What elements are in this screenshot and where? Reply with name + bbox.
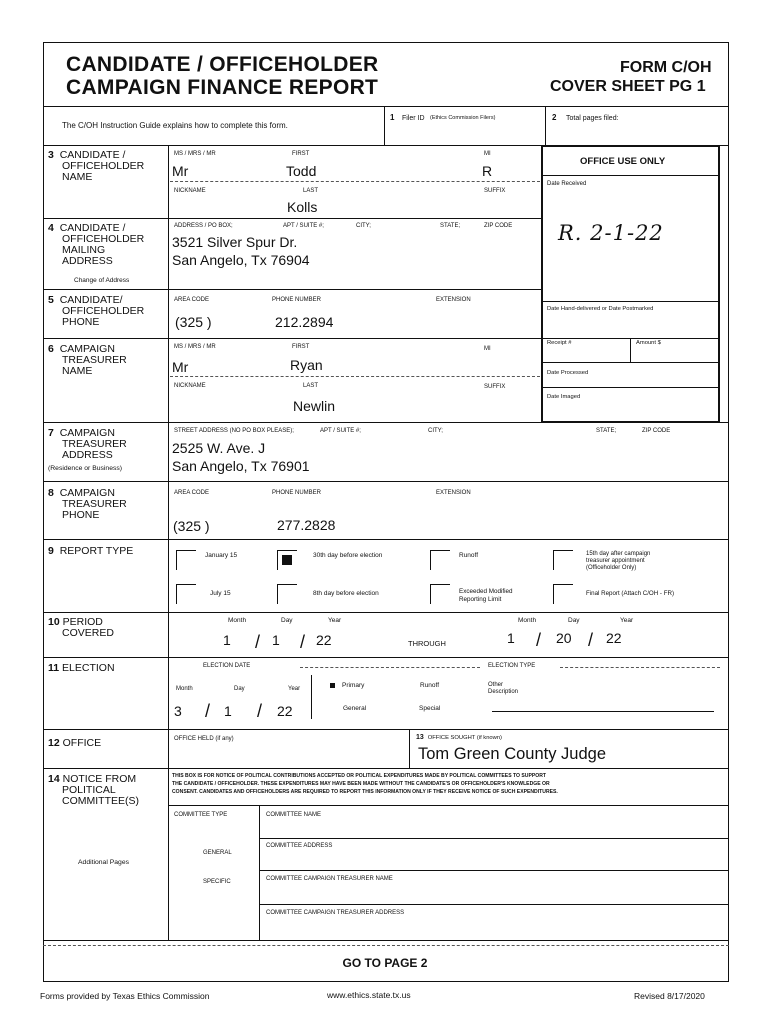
year-label: Year [288, 686, 301, 692]
sec11-label: 11 ELECTION [48, 662, 115, 674]
filer-id-num: 1 [390, 113, 395, 122]
treasurer-last-name: Newlin [293, 398, 336, 414]
sec4-label: 4 CANDIDATE / [48, 222, 126, 234]
candidate-address-line2: San Angelo, Tx 76904 [172, 252, 310, 268]
area-code-label: AREA CODE [174, 490, 210, 496]
divider [311, 675, 312, 719]
election-type-label: ELECTION TYPE [488, 663, 536, 669]
sec3-label: 3 CANDIDATE / [48, 149, 126, 161]
divider [170, 376, 540, 377]
divider [300, 667, 480, 668]
divider [630, 338, 631, 362]
suffix-label: SUFFIX [484, 384, 506, 390]
option-30th-day: 30th day before election [313, 552, 383, 559]
option-final-report: Final Report (Attach C/OH - FR) [586, 590, 675, 597]
nickname-label: NICKNAME [174, 383, 206, 389]
last-label: LAST [303, 383, 319, 389]
committee-address-label: COMMITTEE ADDRESS [266, 843, 333, 849]
address-label: ADDRESS / PO BOX; [174, 223, 233, 229]
option-july-15: July 15 [210, 590, 231, 597]
street-label: STREET ADDRESS (NO PO BOX PLEASE); [174, 428, 294, 434]
city-label: CITY; [428, 428, 443, 434]
divider [541, 362, 720, 363]
candidate-phone: 212.2894 [275, 314, 334, 330]
checkbox-july-15[interactable] [176, 584, 196, 604]
date-slash: / [205, 701, 211, 721]
date-slash: / [536, 630, 542, 650]
title-line1: CANDIDATE / OFFICEHOLDER [66, 53, 379, 76]
divider [541, 301, 720, 302]
candidate-address-line1: 3521 Silver Spur Dr. [172, 234, 298, 250]
zip-label: ZIP CODE [484, 223, 513, 229]
additional-pages-label: Additional Pages [78, 859, 130, 866]
divider [43, 940, 729, 941]
option-primary: Primary [342, 682, 365, 689]
divider [545, 106, 546, 145]
prefix-label: MS / MRS / MR [174, 344, 216, 350]
treasurer-address-line1: 2525 W. Ave. J [172, 440, 266, 456]
divider [43, 768, 729, 769]
divider [43, 539, 729, 540]
divider [43, 612, 729, 613]
committee-type-specific: SPECIFIC [203, 879, 231, 885]
first-label: FIRST [292, 344, 310, 350]
divider [43, 289, 541, 290]
office-held-label: OFFICE HELD (if any) [174, 736, 234, 742]
sec8-label2: TREASURER [62, 498, 127, 510]
option-special: Special [419, 705, 441, 712]
filer-id-note: (Ethics Commission Filers) [430, 115, 496, 121]
candidate-last-name: Kolls [287, 199, 318, 215]
date-slash: / [255, 632, 261, 652]
sec6-label3: NAME [62, 365, 93, 377]
committee-name-label: COMMITTEE NAME [266, 812, 321, 818]
state-label: STATE; [440, 223, 461, 229]
title-line2: CAMPAIGN FINANCE REPORT [66, 76, 379, 99]
checkbox-15th-day[interactable] [553, 550, 573, 570]
option-runoff: Runoff [459, 552, 479, 559]
divider [168, 145, 169, 940]
option-other: Other Description [488, 682, 519, 695]
option-runoff: Runoff [420, 682, 440, 689]
checked-mark-icon [282, 555, 292, 565]
go-to-page-2: GO TO PAGE 2 [342, 956, 428, 970]
treasurer-phone: 277.2828 [277, 517, 336, 533]
checkbox-8th-day[interactable] [277, 584, 297, 604]
divider [541, 387, 720, 388]
footer-revised: Revised 8/17/2020 [634, 991, 705, 1001]
sec4-label4: ADDRESS [62, 255, 113, 267]
total-pages-num: 2 [552, 113, 557, 122]
day-label: Day [234, 686, 245, 692]
sec9-label: 9 REPORT TYPE [48, 545, 134, 557]
cover-sheet-label: COVER SHEET PG 1 [550, 78, 706, 95]
apt-label: APT / SUITE #; [320, 428, 361, 434]
sec10-label: 10 PERIOD [48, 616, 103, 628]
phone-number-label: PHONE NUMBER [272, 297, 322, 303]
election-year: 22 [277, 703, 293, 719]
divider [43, 218, 541, 219]
date-slash: / [300, 632, 306, 652]
receipt-label: Receipt # [547, 340, 572, 346]
month-label: Month [176, 686, 193, 692]
total-pages-label: Total pages filed: [566, 115, 619, 122]
divider [384, 106, 385, 145]
sec7-label2: TREASURER [62, 438, 127, 450]
option-exceeded-limit: Exceeded Modified Reporting Limit [459, 588, 513, 603]
divider [259, 805, 260, 940]
checkbox-january-15[interactable] [176, 550, 196, 570]
year-label: Year [620, 617, 634, 624]
office-use-title: OFFICE USE ONLY [580, 156, 666, 167]
area-code-label: AREA CODE [174, 297, 210, 303]
candidate-prefix: Mr [172, 163, 189, 179]
period-to-month: 1 [507, 630, 515, 646]
divider [43, 657, 729, 658]
divider [259, 838, 729, 839]
treasurer-prefix: Mr [172, 359, 189, 375]
form-id: FORM C/OH [620, 59, 712, 76]
divider [43, 729, 729, 730]
sec5-label3: PHONE [62, 316, 100, 328]
election-day: 1 [224, 703, 232, 719]
period-to-day: 20 [556, 630, 572, 646]
prefix-label: MS / MRS / MR [174, 151, 216, 157]
checkbox-30th-day[interactable] [277, 550, 297, 570]
footer-provided-by: Forms provided by Texas Ethics Commission [40, 991, 210, 1001]
checkbox-final-report[interactable] [553, 584, 573, 604]
option-15th-day: 15th day after campaign treasurer appointment (Officeholder Only) [586, 551, 651, 571]
sec4-label2: OFFICEHOLDER [62, 233, 145, 245]
primary-selected-icon [330, 683, 335, 688]
year-label: Year [328, 617, 342, 624]
date-slash: / [588, 630, 594, 650]
sec4-label3: MAILING [62, 244, 106, 256]
apt-label: APT / SUITE #; [283, 223, 324, 229]
committee-type-label: COMMITTEE TYPE [174, 812, 228, 818]
committee-type-general: GENERAL [203, 850, 232, 856]
mi-label: MI [484, 346, 491, 352]
option-january-15: January 15 [205, 552, 238, 559]
sec3-label3: NAME [62, 171, 93, 183]
divider [43, 945, 729, 946]
divider [560, 667, 720, 668]
phone-number-label: PHONE NUMBER [272, 490, 322, 496]
divider [43, 338, 541, 339]
extension-label: EXTENSION [436, 297, 471, 303]
instruction-text: The C/OH Instruction Guide explains how to complete this form. [62, 121, 288, 130]
treasurer-first-name: Ryan [290, 357, 323, 373]
divider [259, 904, 729, 905]
sec14-label3: COMMITTEE(S) [62, 795, 139, 807]
date-hand-delivered-label: Date Hand-delivered or Date Postmarked [547, 306, 654, 312]
sec10-label2: COVERED [62, 627, 114, 639]
checkbox-runoff[interactable] [430, 550, 450, 570]
candidate-area-code: (325 ) [175, 314, 212, 330]
period-from-day: 1 [272, 632, 280, 648]
treasurer-address-line2: San Angelo, Tx 76901 [172, 458, 310, 474]
checkbox-exceeded-limit[interactable] [430, 584, 450, 604]
divider [43, 422, 729, 423]
sec8-label: 8 CAMPAIGN [48, 487, 115, 499]
zip-label: ZIP CODE [642, 428, 671, 434]
received-stamp: R. 2-1-22 [558, 221, 664, 245]
period-to-year: 22 [606, 630, 622, 646]
suffix-label: SUFFIX [484, 188, 506, 194]
option-8th-day: 8th day before election [313, 590, 379, 597]
extension-label: EXTENSION [436, 490, 471, 496]
month-label: Month [228, 617, 247, 624]
amount-label: Amount $ [636, 340, 661, 346]
divider [43, 106, 729, 107]
period-from-year: 22 [316, 632, 332, 648]
day-label: Day [568, 617, 580, 624]
filer-id-label: Filer ID [402, 115, 425, 122]
nickname-label: NICKNAME [174, 188, 206, 194]
city-label: CITY; [356, 223, 371, 229]
through-label: THROUGH [408, 639, 446, 648]
sec14-label: 14 NOTICE FROM [48, 773, 137, 785]
state-label: STATE; [596, 428, 617, 434]
treasurer-area-code: (325 ) [173, 518, 210, 534]
divider [43, 481, 729, 482]
first-label: FIRST [292, 151, 310, 157]
footer-url: www.ethics.state.tx.us [327, 990, 411, 1000]
month-label: Month [518, 617, 537, 624]
date-slash: / [257, 701, 263, 721]
committee-treasurer-name-label: COMMITTEE CAMPAIGN TREASURER NAME [266, 876, 393, 882]
office-sought-value: Tom Green County Judge [418, 745, 607, 763]
mi-label: MI [484, 151, 491, 157]
candidate-mi: R [482, 163, 493, 179]
option-general: General [343, 705, 367, 712]
sec7-label: 7 CAMPAIGN [48, 427, 115, 439]
divider [541, 175, 720, 176]
election-month: 3 [174, 703, 182, 719]
committee-treasurer-address-label: COMMITTEE CAMPAIGN TREASURER ADDRESS [266, 910, 405, 916]
date-imaged-label: Date Imaged [547, 394, 581, 400]
sec7-label3: ADDRESS [62, 449, 113, 461]
divider [170, 181, 540, 182]
divider [409, 729, 410, 768]
committee-notice-text: THIS BOX IS FOR NOTICE OF POLITICAL CONTRIBUTIONS ACCEPTED OR POLITICAL EXPENDITURES MADE BY POLITICAL COMMITTEES TO SUPPORT THE CANDIDATE / OFFICEHOLDER. THESE EXPENDITURES MAY HAVE BEEN MADE WITHOUT THE CANDIDATE'S OR OFFICEHOLDER'S KNOWLEDGE OR CONSENT. CANDIDATES AND OFFICEHOLDERS ARE REQUIRED TO REPORT THIS INFORMATION ONLY IF THEY RECEIVE NOTICE OF SUCH EXPENDITURES. [172, 773, 558, 795]
sec7-label4: (Residence or Business) [48, 465, 123, 472]
divider [168, 805, 729, 806]
other-description-field[interactable] [492, 711, 714, 712]
change-of-address-label: Change of Address [74, 277, 130, 284]
sec5-label2: OFFICEHOLDER [62, 305, 145, 317]
sec5-label: 5 CANDIDATE/ [48, 294, 123, 306]
candidate-first-name: Todd [286, 163, 317, 179]
election-date-label: ELECTION DATE [203, 663, 251, 669]
sec12-label: 12 OFFICE [48, 737, 102, 749]
sec6-label2: TREASURER [62, 354, 127, 366]
last-label: LAST [303, 188, 319, 194]
date-received-label: Date Received [547, 181, 587, 187]
sec6-label: 6 CAMPAIGN [48, 343, 115, 355]
sec3-label2: OFFICEHOLDER [62, 160, 145, 172]
sec8-label3: PHONE [62, 509, 100, 521]
day-label: Day [281, 617, 293, 624]
divider [259, 870, 729, 871]
sec13-label: 13 OFFICE SOUGHT (if known) [416, 734, 502, 741]
sec14-label2: POLITICAL [62, 784, 116, 796]
date-processed-label: Date Processed [547, 370, 589, 376]
period-from-month: 1 [223, 632, 231, 648]
